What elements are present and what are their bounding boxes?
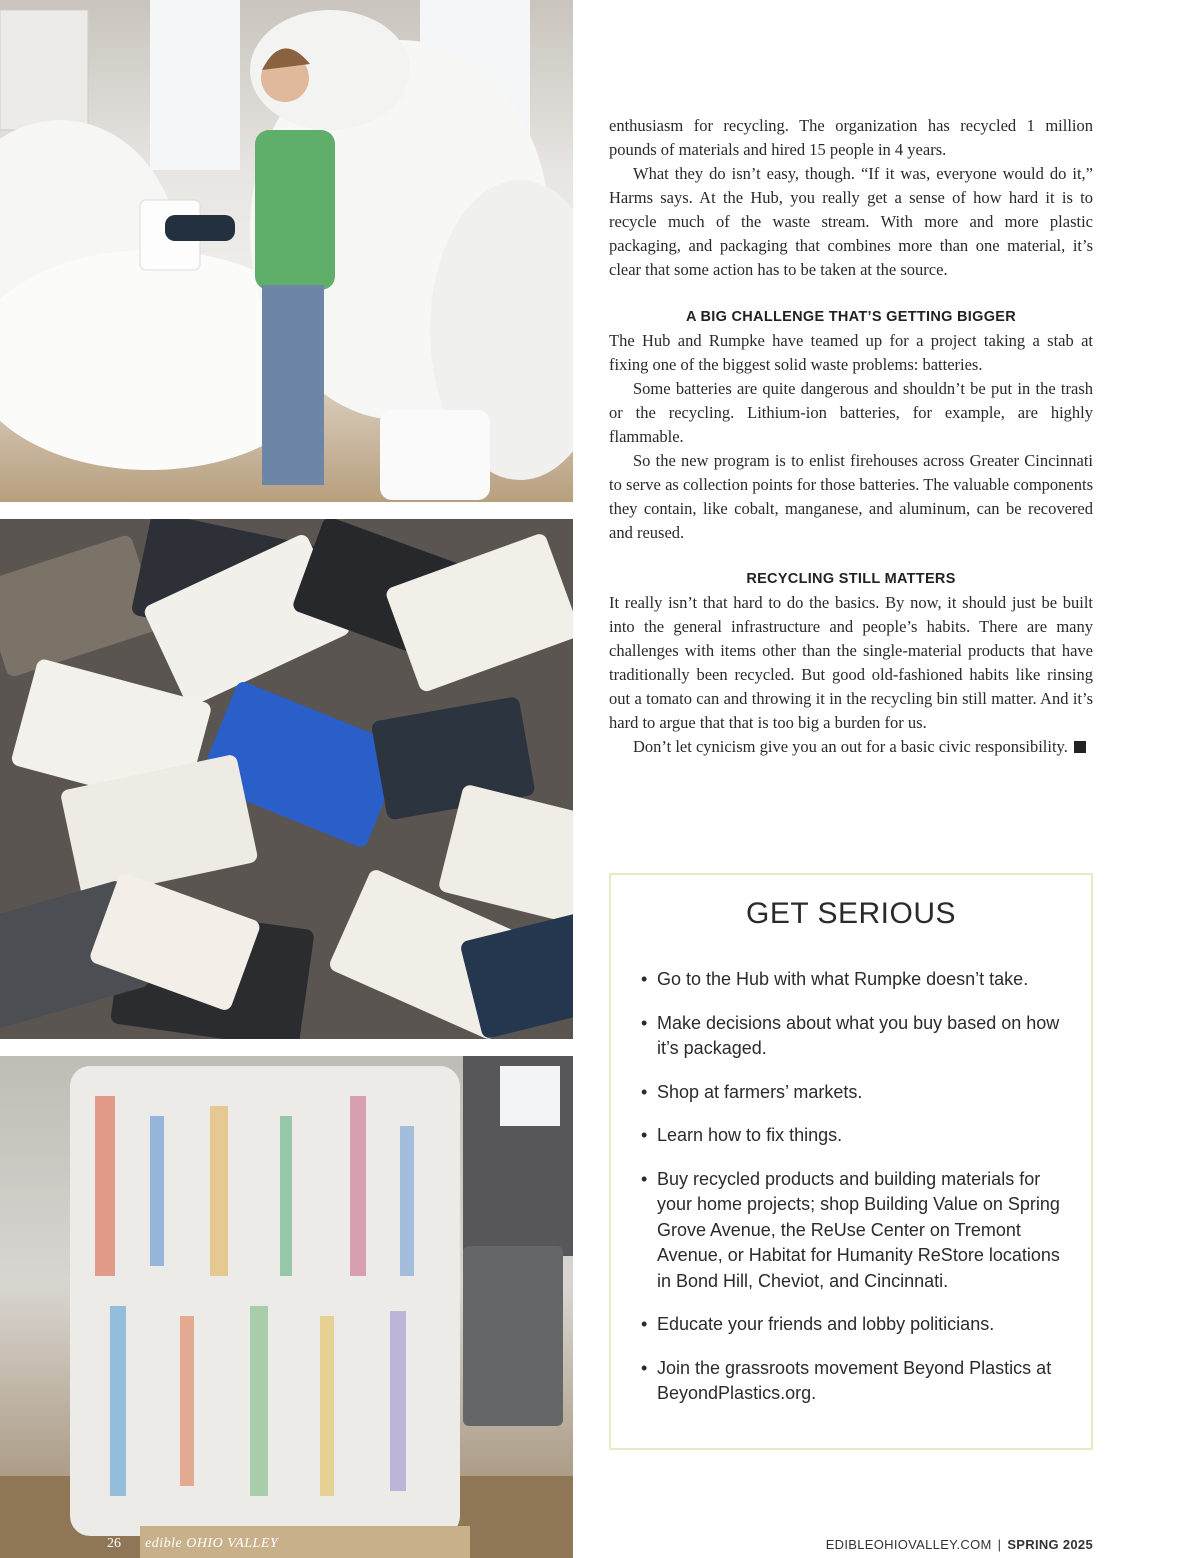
- tips-list: [641, 967, 1065, 1425]
- baled-plastic-bags-photo: [0, 1056, 573, 1558]
- tip-item: • Go to the Hub with what Rumpke doesn’t take.: [641, 967, 1065, 993]
- article-intro: [609, 114, 1093, 282]
- tip-item: • Shop at farmers’ markets.: [641, 1080, 1065, 1106]
- tip-item: • Learn how to fix things.: [641, 1123, 1065, 1149]
- photo-illustration: [0, 0, 573, 502]
- photo-illustration: [0, 519, 573, 1039]
- footer-right: [826, 1537, 1093, 1552]
- publication-logo: edible OHIO VALLEY: [145, 1536, 279, 1551]
- volunteer-sorting-styrofoam-photo: [0, 0, 573, 502]
- paragraph: It really isn’t that hard to do the basics. By now, it should just be built into the general infrastructure and people’s habits. There are many challenges with items other than the single-material products that have traditionally been recycled. But good old-fashioned habits like rinsing out a tomato can and throwing it in the recycling bin still matter. And it’s hard to argue that that is too big a burden for us.: [609, 593, 1093, 732]
- end-mark-icon: [1074, 741, 1086, 753]
- footer-left: [107, 1536, 278, 1552]
- tip-item: • Make decisions about what you buy based on how it’s packaged.: [641, 1011, 1065, 1062]
- paragraph: So the new program is to enlist firehouses across Greater Cincinnati to serve as collection points for those batteries. The valuable components they contain, like cobalt, manganese, and aluminum, can be recovered and reused.: [609, 451, 1093, 542]
- get-serious-sidebar: [609, 873, 1093, 1450]
- closing-paragraph: [609, 735, 1093, 759]
- tip-item: • Buy recycled products and building materials for your home projects; shop Building Value on Spring Grove Avenue, the ReUse Center on Tremont Avenue, or Habitat for Humanity ReStore locations in Bond Hill, Cheviot, and Cincinnati.: [641, 1167, 1065, 1295]
- section-recycling-matters: [609, 567, 1093, 759]
- website-text: EDIBLEOHIOVALLEY.COM: [825, 1537, 992, 1552]
- paragraph: enthusiasm for recycling. The organization has recycled 1 million pounds of materials and hired 15 people in 4 years.: [609, 116, 1093, 159]
- tip-item: • Join the grassroots movement Beyond Plastics at BeyondPlastics.org.: [641, 1356, 1065, 1407]
- paragraph: The Hub and Rumpke have teamed up for a project taking a stab at fixing one of the biggest solid waste problems: batteries.: [609, 331, 1093, 374]
- tip-item: • Educate your friends and lobby politicians.: [641, 1312, 1065, 1338]
- paragraph: Some batteries are quite dangerous and shouldn’t be put in the trash or the recycling. Lithium-ion batteries, for example, are highly flammable.: [609, 379, 1093, 446]
- photo-illustration: [0, 1056, 573, 1558]
- section-batteries: [609, 305, 1093, 545]
- section-heading: A BIG CHALLENGE THAT’S GETTING BIGGER: [685, 309, 1017, 325]
- cassette-tapes-pile-photo: [0, 519, 573, 1039]
- page-number: 26: [107, 1536, 121, 1551]
- sidebar-title: GET SERIOUS: [746, 897, 956, 930]
- issue-label: SPRING 2025: [1007, 1537, 1093, 1552]
- paragraph: What they do isn’t easy, though. “If it was, everyone would do it,” Harms says. At the Hub, you really get a sense of how hard it is to recycle much of the waste stream. With more and more plastic packaging, and packaging that combines more than one material, it’s clear that some action has to be taken at the source.: [609, 164, 1093, 279]
- closing-text: Don’t let cynicism give you an out for a basic civic responsibility.: [633, 737, 1068, 756]
- footer-separator: |: [997, 1537, 1002, 1552]
- section-heading: RECYCLING STILL MATTERS: [746, 571, 956, 587]
